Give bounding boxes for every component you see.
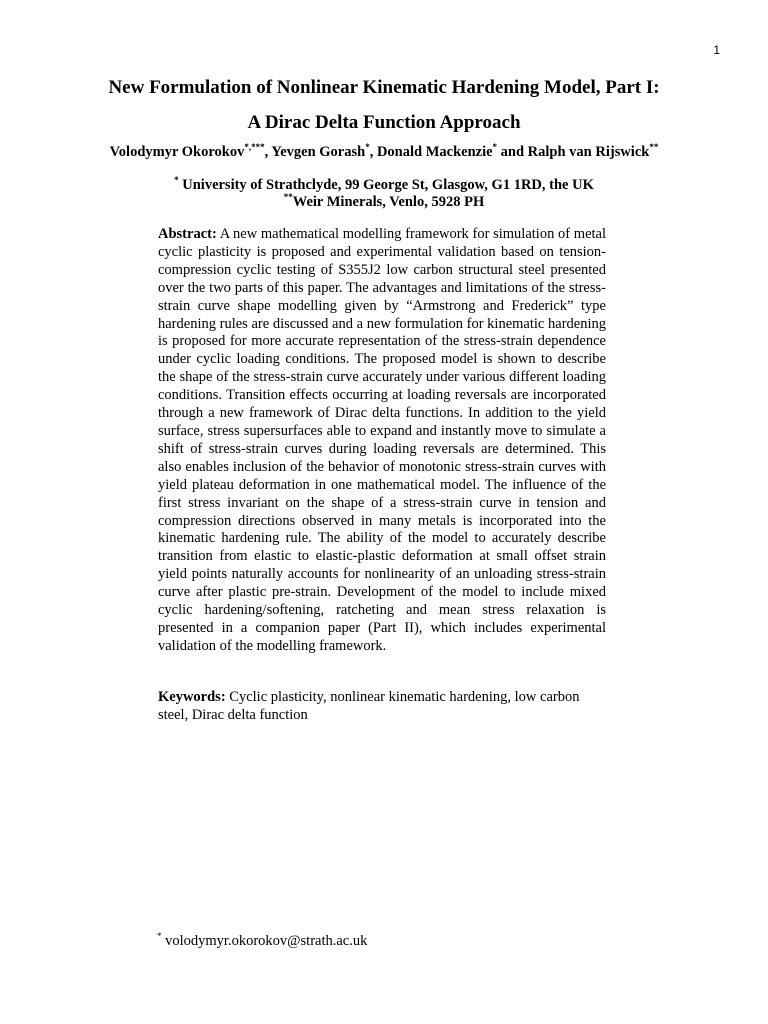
author-affiliation-mark: ** xyxy=(649,142,659,152)
page-number: 1 xyxy=(713,43,720,57)
affiliation-strathclyde xyxy=(0,177,768,194)
author-list xyxy=(0,143,768,161)
affiliation-text: University of Strathclyde, 99 George St, Glasgow, G1 1RD, the UK xyxy=(178,177,594,193)
affiliation-text: Weir Minerals, Venlo, 5928 PH xyxy=(292,194,485,210)
abstract xyxy=(158,226,606,656)
author-separator: , xyxy=(369,144,377,160)
affiliation-mark: ** xyxy=(283,192,293,202)
author-affiliation-mark: * xyxy=(365,142,370,152)
author-name: Volodymyr Okorokov xyxy=(109,144,245,160)
author-affiliation-mark: * xyxy=(492,142,498,152)
paper-title-line-1: New Formulation of Nonlinear Kinematic Hardening Model, Part I: xyxy=(108,77,660,98)
keywords xyxy=(158,688,606,724)
author-name: Donald Mackenzie xyxy=(376,144,493,160)
abstract-label: Abstract: xyxy=(158,226,217,242)
author-name: Yevgen Gorash xyxy=(271,144,366,160)
abstract-body: A new mathematical modelling framework for simulation of metal cyclic plasticity is proposed and experimental validation based on tension-compression cyclic testing of S355J2 low carbon structural steel presented over the two parts of this paper. The advantages and limitations of the stress-strain curve shape modelling given by “Armstrong and Frederick” type hardening rules are discussed and a new formulation for kinematic hardening is proposed for more accurate representation of the stress-strain dependence under cyclic loading conditions. The proposed model is shown to describe the shape of the stress-strain curve accurately under various different loading conditions. Transition effects occurring at loading reversals are incorporated through a new framework of Dirac delta functions. In addition to the yield surface, stress supersurfaces able to expand and instantly move to simulate a shift of stress-strain curves during loading reversals are determined. This also enables inclusion of the behavior of monotonic stress-strain curves with yield plateau deformation in one mathematical model. The influence of the first stress invariant on the shape of a stress-strain curve in tension and compression directions observed in many metals is incorporated into the kinematic hardening rule. The ability of the model to accurately describe transition from elastic to elastic-plastic deformation at small offset strain yield points naturally accounts for nonlinearity of an unloading stress-strain curve after plastic pre-strain. Development of the model to include mixed cyclic hardening/softening, ratcheting and mean stress relaxation is presented in a companion paper (Part II), which includes experimental validation of the modelling framework. xyxy=(158,226,606,654)
affiliation-weir-minerals xyxy=(0,194,768,211)
author-affiliation-mark: *,** xyxy=(244,142,261,152)
corresponding-author-mark: * xyxy=(260,142,265,152)
keywords-body: Cyclic plasticity, nonlinear kinematic hardening, low carbon steel, Dirac delta function xyxy=(158,689,580,723)
keywords-label: Keywords: xyxy=(158,689,226,705)
footnote-mark: * xyxy=(157,931,162,941)
footnote-email: volodymyr.okorokov@strath.ac.uk xyxy=(161,933,368,949)
author-separator: , xyxy=(264,144,272,160)
author-name: Ralph van Rijswick xyxy=(527,144,650,160)
paper-title-line-2: A Dirac Delta Function Approach xyxy=(247,112,521,133)
author-separator: and xyxy=(497,144,528,160)
affiliation-mark: * xyxy=(174,175,179,185)
corresponding-author-footnote xyxy=(157,932,367,950)
